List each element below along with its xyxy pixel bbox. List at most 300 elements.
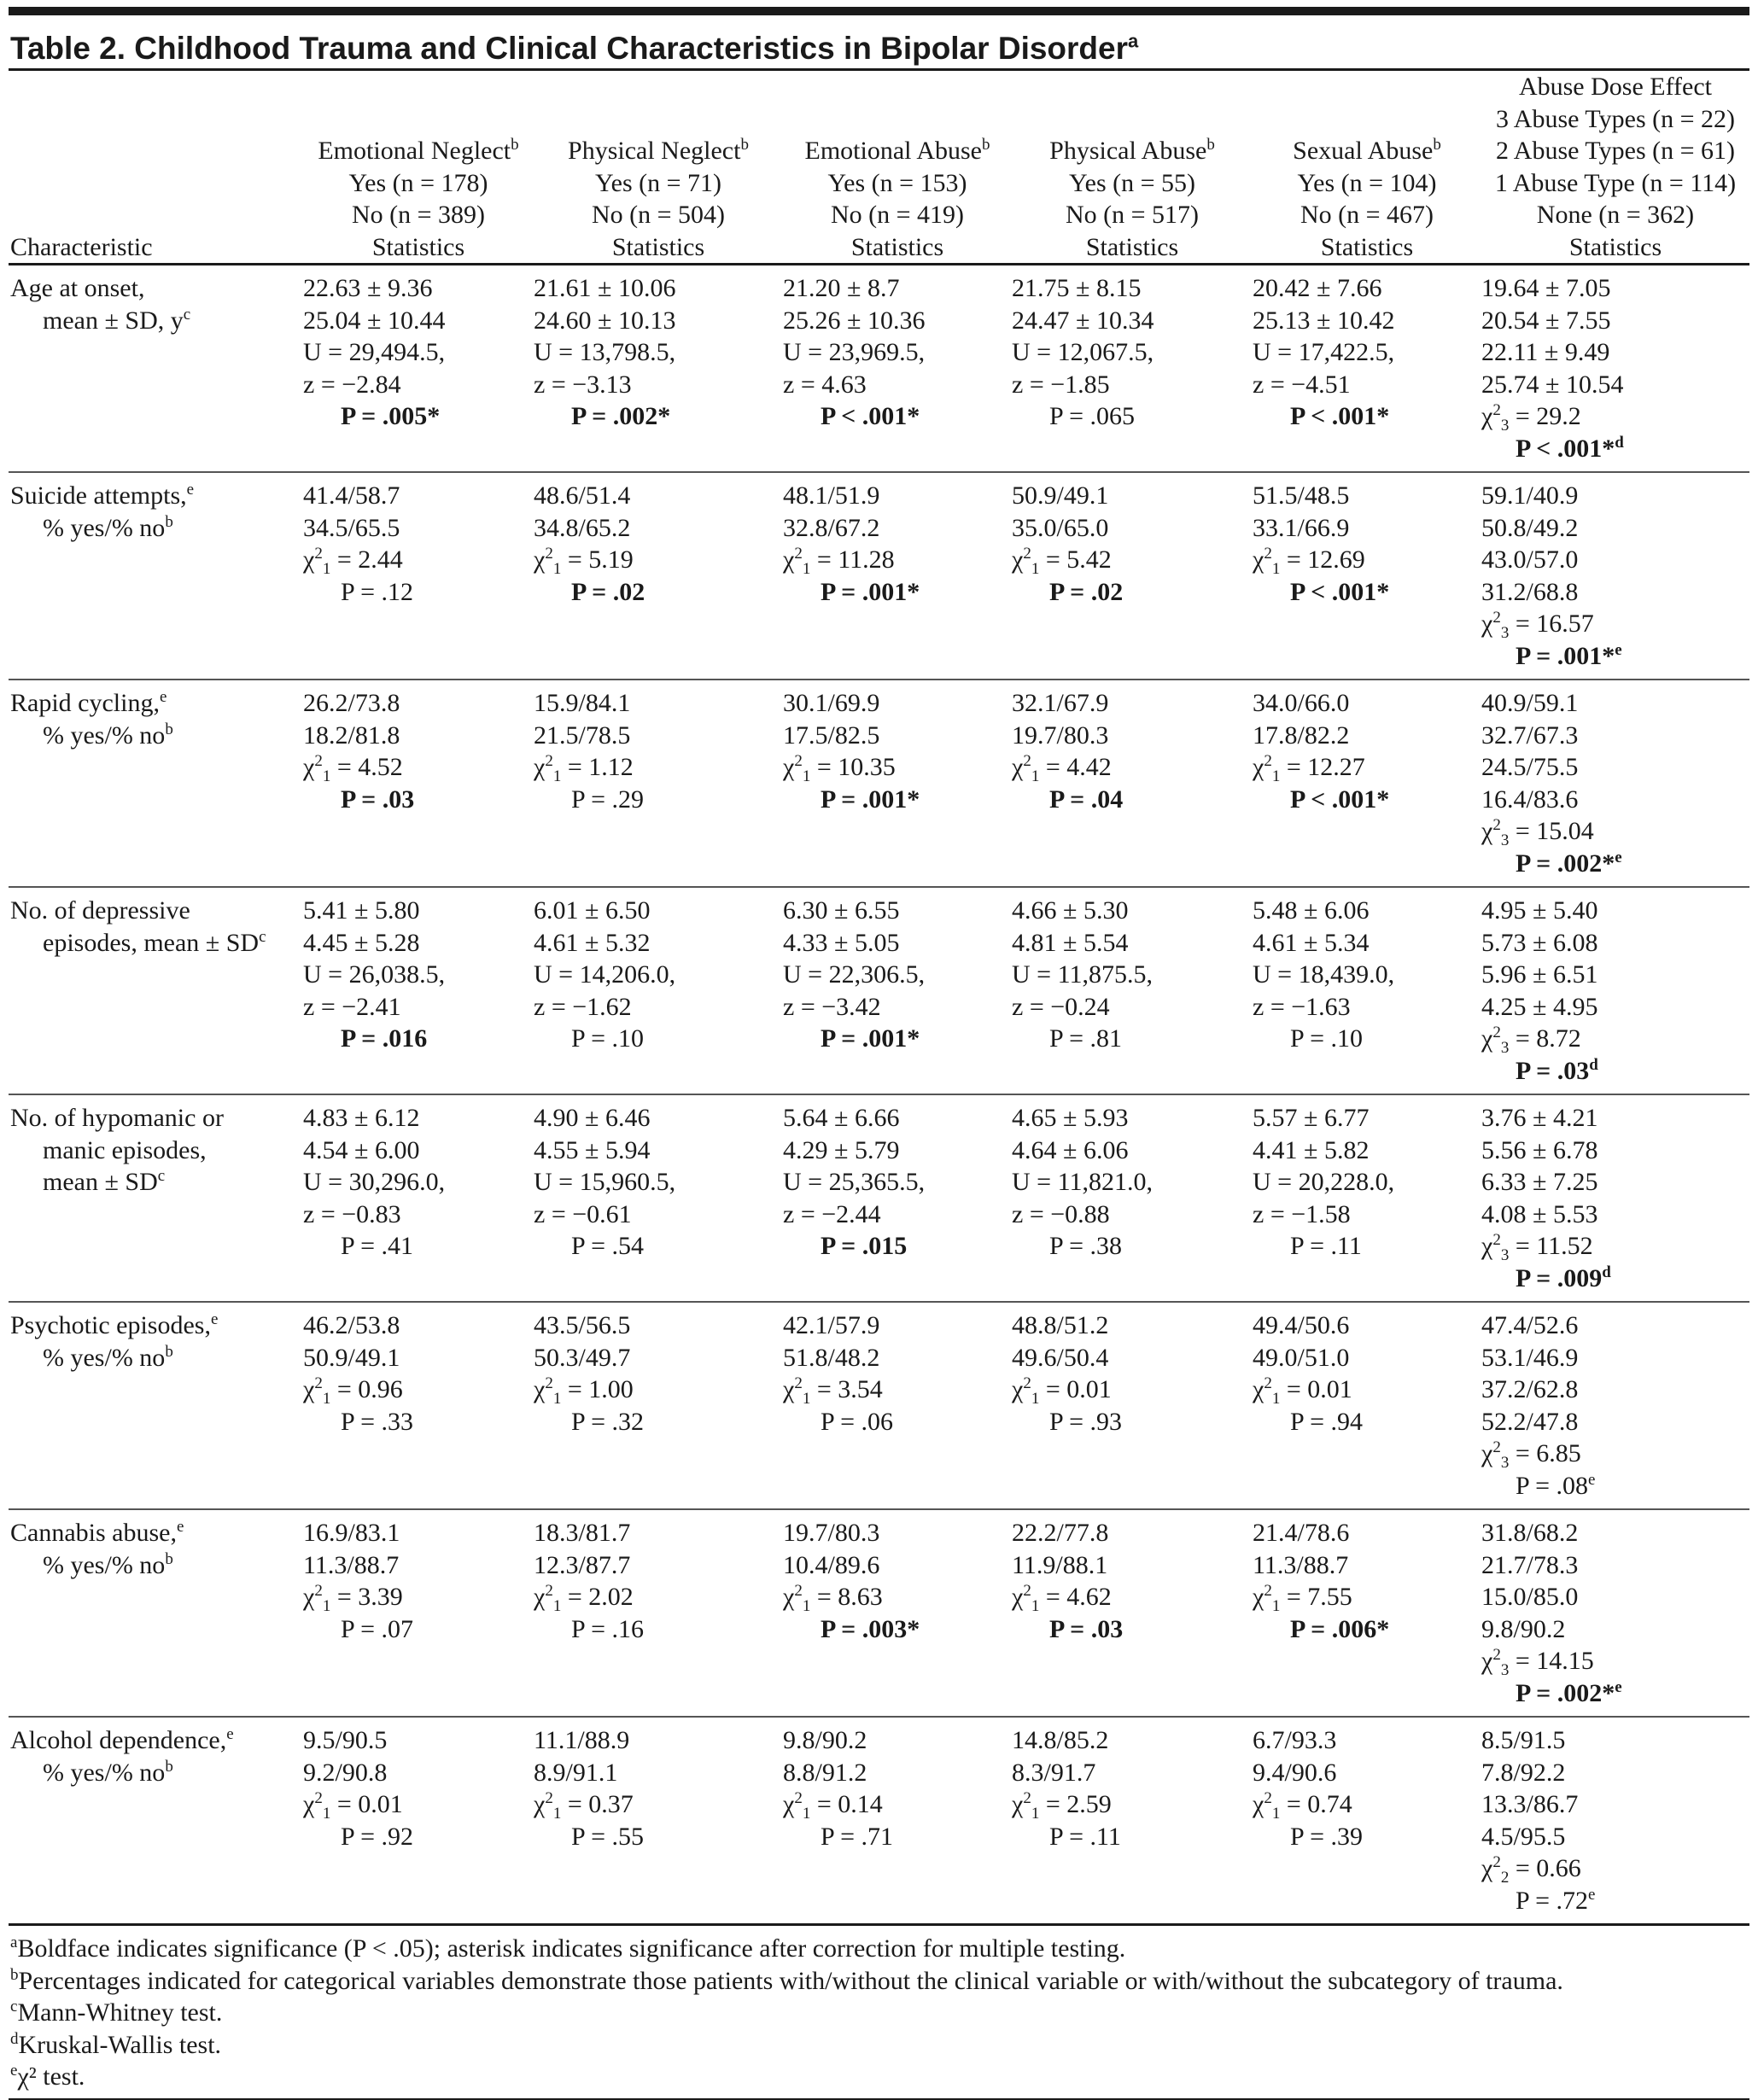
chi-sub: 1 xyxy=(322,767,331,785)
cell-value: 4.45 ± 5.28 xyxy=(303,928,420,957)
cell xyxy=(1253,887,1481,1094)
cell-value: 5.48 ± 6.06 xyxy=(1253,896,1370,925)
row-label-line2 xyxy=(10,1342,303,1374)
row-characteristic xyxy=(9,1717,303,1925)
header-no: No (n = 389) xyxy=(351,201,486,229)
cell-p-value xyxy=(303,1821,534,1853)
row-label-text: Cannabis abuse, xyxy=(10,1519,177,1547)
cell-value: 4.5/95.5 xyxy=(1481,1822,1566,1851)
cell-test-stat xyxy=(1481,1438,1749,1470)
header-name-sup: b xyxy=(740,136,749,154)
cell-value: U = 18,439.0, xyxy=(1253,960,1395,989)
footnote-text: Percentages indicated for categorical variables demonstrate those patients with/without the clinical variable or with/without the subcategory of trauma. xyxy=(18,1966,1563,1995)
chi-value: = 15.04 xyxy=(1509,817,1594,845)
header-col-1 xyxy=(303,71,534,265)
chi-sup: 2 xyxy=(314,545,323,563)
row-label-text: % yes/% no xyxy=(43,1343,166,1372)
chi-value: = 0.74 xyxy=(1280,1790,1352,1818)
row-label-line1 xyxy=(10,272,303,305)
chi-symbol: χ xyxy=(1481,402,1493,430)
chi-value: = 0.01 xyxy=(330,1790,403,1818)
row-label-sup: b xyxy=(165,720,173,738)
cell-value: U = 25,365.5, xyxy=(783,1168,926,1196)
p-star: * xyxy=(907,1024,920,1053)
header-stat: Statistics xyxy=(850,232,944,261)
header-col-5 xyxy=(1253,71,1481,265)
chi-value: = 3.54 xyxy=(810,1375,883,1403)
cell-p-value xyxy=(783,1230,1012,1263)
cell-p-value xyxy=(1253,1406,1481,1438)
cell-test-stat xyxy=(534,1581,783,1613)
cell-value: 13.3/86.7 xyxy=(1481,1790,1579,1818)
cell-value: 41.4/58.7 xyxy=(303,481,400,510)
chi-sup: 2 xyxy=(1023,1374,1031,1392)
cell-value: 8.8/91.2 xyxy=(783,1758,867,1787)
cell-value: 42.1/57.9 xyxy=(783,1311,880,1339)
cell xyxy=(303,1509,534,1717)
cell-value: 21.4/78.6 xyxy=(1253,1519,1350,1547)
chi-sup: 2 xyxy=(1023,1582,1031,1600)
cell xyxy=(534,1302,783,1509)
header-col-4 xyxy=(1012,71,1253,265)
p-text: P = .002 xyxy=(1516,1678,1603,1707)
header-name xyxy=(1253,135,1481,167)
cell xyxy=(1012,472,1253,680)
cell-value: 59.1/40.9 xyxy=(1481,481,1579,510)
chi-symbol: χ xyxy=(534,753,546,781)
table-row xyxy=(9,680,1749,887)
p-star: * xyxy=(1376,402,1390,430)
table-row xyxy=(9,1094,1749,1302)
cell-value: U = 17,422.5, xyxy=(1253,338,1395,366)
cell-test-stat xyxy=(783,544,1012,576)
cell-value: z = −0.61 xyxy=(534,1199,632,1228)
cell xyxy=(783,1509,1012,1717)
cell xyxy=(1012,1717,1253,1925)
chi-sub: 1 xyxy=(1031,1805,1040,1823)
cell-value: 50.9/49.1 xyxy=(303,1343,400,1372)
cell-value: 52.2/47.8 xyxy=(1481,1407,1579,1436)
cell-value: z = 4.63 xyxy=(783,370,867,399)
cell-p-value xyxy=(303,576,534,609)
chi-sup: 2 xyxy=(1264,1789,1272,1807)
cell-value: z = −1.58 xyxy=(1253,1199,1351,1228)
p-text: P = .002 xyxy=(571,402,658,430)
cell xyxy=(1253,1717,1481,1925)
cell xyxy=(1012,680,1253,887)
footnote-mark: a xyxy=(10,1934,18,1951)
chi-sup: 2 xyxy=(314,1374,323,1392)
cell-test-stat xyxy=(1012,1788,1253,1821)
row-label-text: % yes/% no xyxy=(43,720,166,750)
cell-test-stat xyxy=(303,1788,534,1821)
chi-sub: 2 xyxy=(1500,1869,1510,1887)
p-text: P = .006 xyxy=(1290,1614,1377,1643)
cell-p-value xyxy=(783,1821,1012,1853)
header-yes: Yes (n = 104) xyxy=(1297,168,1437,197)
cell-value: 18.2/81.8 xyxy=(303,720,400,750)
row-characteristic xyxy=(9,265,303,473)
cell-value: U = 11,821.0, xyxy=(1012,1168,1153,1196)
p-star: * xyxy=(427,402,441,430)
chi-symbol: χ xyxy=(1481,1439,1493,1467)
chi-value: = 6.85 xyxy=(1509,1439,1581,1467)
footnote-text: Kruskal-Wallis test. xyxy=(18,2030,222,2059)
cell xyxy=(303,472,534,680)
cell-value: U = 26,038.5, xyxy=(303,960,446,989)
p-text: P = .03 xyxy=(1516,1056,1590,1085)
cell-value: U = 22,306.5, xyxy=(783,960,926,989)
cell xyxy=(1481,1717,1749,1925)
chi-value: = 0.01 xyxy=(1039,1375,1112,1403)
cell-value: 8.9/91.1 xyxy=(534,1758,618,1787)
cell-value: U = 30,296.0, xyxy=(303,1168,446,1196)
header-yes: Yes (n = 178) xyxy=(348,168,488,197)
cell xyxy=(303,265,534,473)
chi-sub: 1 xyxy=(802,1390,811,1408)
row-label-sup: c xyxy=(259,927,266,946)
p-text: P = .81 xyxy=(1049,1024,1122,1053)
cell-value: 49.6/50.4 xyxy=(1012,1343,1109,1372)
cell-p-value xyxy=(783,784,1012,816)
cell-p-value xyxy=(1253,1613,1481,1646)
cell xyxy=(783,1717,1012,1925)
cell-value: 15.0/85.0 xyxy=(1481,1583,1579,1611)
row-label-text: % yes/% no xyxy=(43,1550,166,1579)
cell-value: 32.7/67.3 xyxy=(1481,720,1579,750)
cell xyxy=(1012,1302,1253,1509)
chi-value: = 12.69 xyxy=(1280,545,1365,574)
cell-p-value xyxy=(534,576,783,609)
cell-value: z = −1.62 xyxy=(534,992,632,1021)
cell-value: 21.7/78.3 xyxy=(1481,1550,1579,1579)
chi-sup: 2 xyxy=(1023,545,1031,563)
cell-value: 6.33 ± 7.25 xyxy=(1481,1168,1598,1196)
header-no: No (n = 419) xyxy=(830,201,965,229)
cell-value: 51.5/48.5 xyxy=(1253,481,1350,510)
footnote-text: Boldface indicates significance (P < .05); asterisk indicates significance after correction for multiple testing. xyxy=(17,1934,1126,1963)
cell-p-value xyxy=(1012,400,1253,433)
cell-value: 15.9/84.1 xyxy=(534,689,631,717)
cell-value: 24.60 ± 10.13 xyxy=(534,306,676,335)
cell xyxy=(1481,1094,1749,1302)
p-text: P = .93 xyxy=(1049,1407,1122,1436)
cell-value: 30.1/69.9 xyxy=(783,689,880,717)
row-label-text: mean ± SD, y xyxy=(43,306,184,335)
chi-value: = 5.19 xyxy=(561,545,634,574)
footnote-b xyxy=(10,1965,1749,1998)
table-row xyxy=(9,1509,1749,1717)
cell xyxy=(303,680,534,887)
row-label-line2 xyxy=(10,305,303,337)
cell-p-value xyxy=(303,784,534,816)
chi-sub: 3 xyxy=(1500,624,1510,642)
chi-value: = 1.00 xyxy=(561,1375,634,1403)
chi-value: = 2.02 xyxy=(561,1583,634,1611)
cell-value: 18.3/81.7 xyxy=(534,1519,631,1547)
row-label-sup: b xyxy=(165,1549,173,1568)
header-dose-line6: Statistics xyxy=(1568,232,1662,261)
cell-value: 48.6/51.4 xyxy=(534,481,631,510)
p-text: P = .001 xyxy=(821,577,908,606)
chi-value: = 0.66 xyxy=(1509,1854,1581,1882)
chi-symbol: χ xyxy=(1253,753,1264,781)
p-text: P = .71 xyxy=(821,1822,893,1851)
cell-p-value xyxy=(534,1230,783,1263)
cell-value: 20.42 ± 7.66 xyxy=(1253,274,1382,302)
cell-test-stat xyxy=(1481,608,1749,640)
cell-value: 17.5/82.5 xyxy=(783,720,880,750)
cell-value: 21.5/78.5 xyxy=(534,720,631,750)
p-sup: e xyxy=(1588,1470,1596,1489)
p-text: P = .38 xyxy=(1049,1232,1122,1260)
chi-symbol: χ xyxy=(1481,610,1493,638)
p-text: P = .065 xyxy=(1049,402,1135,430)
cell-p-value xyxy=(534,1406,783,1438)
chi-sup: 2 xyxy=(1023,1789,1031,1807)
cell-p-value xyxy=(1253,1230,1481,1263)
chi-symbol: χ xyxy=(1481,1647,1493,1675)
footnote-d xyxy=(10,2029,1749,2062)
cell xyxy=(1481,1509,1749,1717)
row-label-sup: b xyxy=(165,1342,173,1361)
cell-value: 4.81 ± 5.54 xyxy=(1012,928,1129,957)
cell-value: 33.1/66.9 xyxy=(1253,513,1350,542)
page xyxy=(9,0,1749,2100)
cell-value: 25.26 ± 10.36 xyxy=(783,306,926,335)
chi-sub: 3 xyxy=(1500,417,1510,435)
cell-value: 48.1/51.9 xyxy=(783,481,880,510)
cell-p-value xyxy=(303,400,534,433)
row-characteristic xyxy=(9,680,303,887)
cell-value: 4.08 ± 5.53 xyxy=(1481,1199,1598,1228)
p-text: P = .001 xyxy=(1516,641,1603,670)
p-star: * xyxy=(1602,641,1615,670)
chi-sup: 2 xyxy=(314,752,323,770)
cell-value: 4.61 ± 5.34 xyxy=(1253,928,1370,957)
chi-sub: 1 xyxy=(552,767,562,785)
p-text: P = .41 xyxy=(341,1232,413,1260)
table-row xyxy=(9,887,1749,1094)
cell-value: z = −3.13 xyxy=(534,370,632,399)
cell-p-value xyxy=(1012,1023,1253,1055)
chi-symbol: χ xyxy=(534,1790,546,1818)
p-sup: e xyxy=(1615,848,1622,866)
p-sup: d xyxy=(1589,1055,1598,1074)
header-characteristic: Characteristic xyxy=(10,232,153,261)
chi-sub: 1 xyxy=(1031,1390,1040,1408)
chi-symbol: χ xyxy=(1481,1024,1493,1053)
cell-p-value xyxy=(1481,640,1749,673)
row-label-text: Rapid cycling, xyxy=(10,689,160,717)
chi-sub: 1 xyxy=(552,1390,562,1408)
p-text: P = .92 xyxy=(341,1822,413,1851)
p-text: P = .016 xyxy=(341,1024,428,1053)
chi-value: = 14.15 xyxy=(1509,1647,1594,1675)
header-blank xyxy=(1253,103,1481,136)
chi-symbol: χ xyxy=(1481,817,1493,845)
p-text: P < .001 xyxy=(1290,402,1377,430)
chi-sup: 2 xyxy=(1264,752,1272,770)
cell-test-stat xyxy=(534,544,783,576)
bottom-rule xyxy=(9,2098,1749,2100)
chi-sub: 3 xyxy=(1500,831,1510,849)
cell-p-value xyxy=(1481,1263,1749,1295)
chi-value: = 4.42 xyxy=(1039,753,1112,781)
chi-symbol: χ xyxy=(303,1790,315,1818)
chi-value: = 0.37 xyxy=(561,1790,634,1818)
chi-value: = 4.52 xyxy=(330,753,403,781)
cell-value: z = −1.85 xyxy=(1012,370,1110,399)
chi-sub: 3 xyxy=(1500,1246,1510,1264)
chi-value: = 1.12 xyxy=(561,753,634,781)
p-star: * xyxy=(1602,434,1615,463)
chi-symbol: χ xyxy=(1012,545,1024,574)
chi-value: = 12.27 xyxy=(1280,753,1365,781)
header-yes: Yes (n = 153) xyxy=(827,168,967,197)
chi-symbol: χ xyxy=(1012,1375,1024,1403)
row-characteristic xyxy=(9,1509,303,1717)
chi-sup: 2 xyxy=(545,545,553,563)
cell xyxy=(783,887,1012,1094)
cell-test-stat xyxy=(1012,544,1253,576)
chi-sup: 2 xyxy=(794,752,803,770)
row-label-sup: e xyxy=(186,481,195,499)
cell-p-value xyxy=(534,400,783,433)
chi-sup: 2 xyxy=(545,1582,553,1600)
row-label-text: No. of hypomanic or xyxy=(10,1104,224,1132)
p-text: P = .32 xyxy=(571,1407,644,1436)
cell-p-value xyxy=(1253,1821,1481,1853)
chi-symbol: χ xyxy=(303,545,315,574)
cell xyxy=(783,1094,1012,1302)
p-text: P = .02 xyxy=(571,577,645,606)
chi-sub: 1 xyxy=(1031,1597,1040,1615)
cell-test-stat xyxy=(1481,1230,1749,1263)
p-text: P = .015 xyxy=(821,1232,908,1260)
p-star: * xyxy=(1602,1678,1615,1707)
chi-value: = 0.14 xyxy=(810,1790,883,1818)
cell-p-value xyxy=(1012,1613,1253,1646)
cell-value: 20.54 ± 7.55 xyxy=(1481,306,1611,335)
header-name-text: Physical Abuse xyxy=(1049,137,1207,165)
table-title: Table 2. Childhood Trauma and Clinical Characteristics in Bipolar Disorder$^a$ xyxy=(10,30,1139,66)
footnotes xyxy=(9,1933,1749,2093)
chi-sub: 1 xyxy=(322,1597,331,1615)
cell-test-stat xyxy=(1012,1581,1253,1613)
chi-value: = 8.72 xyxy=(1509,1024,1581,1053)
cell-value: 3.76 ± 4.21 xyxy=(1481,1104,1598,1132)
header-blank xyxy=(783,103,1012,136)
table-body xyxy=(9,265,1749,1925)
header-name xyxy=(1012,135,1253,167)
chi-value: = 8.63 xyxy=(810,1583,883,1611)
chi-symbol: χ xyxy=(1253,1790,1264,1818)
row-characteristic xyxy=(9,472,303,680)
cell-value: 22.63 ± 9.36 xyxy=(303,274,433,302)
cell-value: U = 13,798.5, xyxy=(534,338,676,366)
cell-value: 43.5/56.5 xyxy=(534,1311,631,1339)
cell xyxy=(1253,1509,1481,1717)
header-row xyxy=(9,71,1749,265)
p-text: P = .06 xyxy=(821,1407,893,1436)
cell-value: 6.7/93.3 xyxy=(1253,1726,1337,1754)
footnote-e xyxy=(10,2061,1749,2093)
chi-sub: 3 xyxy=(1500,1661,1510,1679)
row-label-line1 xyxy=(10,480,303,512)
p-text: P = .94 xyxy=(1290,1407,1363,1436)
cell xyxy=(303,1094,534,1302)
cell-value: U = 12,067.5, xyxy=(1012,338,1154,366)
cell-value: 34.8/65.2 xyxy=(534,513,631,542)
cell-value: 9.8/90.2 xyxy=(1481,1614,1566,1643)
cell-value: U = 14,206.0, xyxy=(534,960,676,989)
cell-value: 12.3/87.7 xyxy=(534,1550,631,1579)
footnote-a xyxy=(10,1933,1749,1965)
cell-value: z = −1.63 xyxy=(1253,992,1351,1021)
cell xyxy=(1012,1509,1253,1717)
cell-value: 4.61 ± 5.32 xyxy=(534,928,651,957)
cell-value: 9.5/90.5 xyxy=(303,1726,388,1754)
cell-value: 4.25 ± 4.95 xyxy=(1481,992,1598,1021)
row-label-text: Age at onset, xyxy=(10,274,145,302)
cell-value: 16.4/83.6 xyxy=(1481,785,1579,814)
p-text: P = .11 xyxy=(1049,1822,1121,1851)
cell-value: z = −4.51 xyxy=(1253,370,1351,399)
row-characteristic xyxy=(9,1094,303,1302)
chi-value: = 11.52 xyxy=(1509,1232,1593,1260)
row-label-sup: e xyxy=(159,688,167,706)
header-dose-line3: 2 Abuse Types (n = 61) xyxy=(1495,137,1736,165)
cell xyxy=(303,1302,534,1509)
cell xyxy=(783,265,1012,473)
cell-value: z = −0.83 xyxy=(303,1199,401,1228)
p-text: P = .03 xyxy=(1049,1614,1124,1643)
chi-sup: 2 xyxy=(794,1374,803,1392)
chi-value: = 0.96 xyxy=(330,1375,403,1403)
cell-value: 4.90 ± 6.46 xyxy=(534,1104,651,1132)
cell-p-value xyxy=(534,784,783,816)
chi-symbol: χ xyxy=(1481,1232,1493,1260)
chi-symbol: χ xyxy=(1012,1790,1024,1818)
chi-sub: 1 xyxy=(1031,560,1040,578)
cell-value: 43.0/57.0 xyxy=(1481,545,1579,574)
chi-sup: 2 xyxy=(1492,1024,1501,1041)
cell-value: U = 11,875.5, xyxy=(1012,960,1153,989)
cell xyxy=(534,1717,783,1925)
p-text: P = .10 xyxy=(1290,1024,1363,1053)
header-dose-line2: 3 Abuse Types (n = 22) xyxy=(1495,104,1736,133)
p-star: * xyxy=(1376,577,1390,606)
cell-value: 4.65 ± 5.93 xyxy=(1012,1104,1129,1132)
p-star: * xyxy=(907,577,920,606)
header-blank xyxy=(1012,103,1253,136)
cell-value: 53.1/46.9 xyxy=(1481,1343,1579,1372)
header-name-text: Physical Neglect xyxy=(568,137,741,165)
chi-sup: 2 xyxy=(545,1374,553,1392)
cell-value: 40.9/59.1 xyxy=(1481,689,1579,717)
p-star: * xyxy=(1602,849,1615,878)
p-text: P = .002 xyxy=(1516,849,1603,878)
p-text: P = .10 xyxy=(571,1024,644,1053)
cell-value: 21.75 ± 8.15 xyxy=(1012,274,1142,302)
cell-value: 5.41 ± 5.80 xyxy=(303,896,420,925)
header-name-text: Sexual Abuse xyxy=(1293,137,1434,165)
cell xyxy=(1253,1094,1481,1302)
cell xyxy=(303,887,534,1094)
header-name-sup: b xyxy=(1433,136,1441,154)
row-label-sup: e xyxy=(210,1310,219,1328)
